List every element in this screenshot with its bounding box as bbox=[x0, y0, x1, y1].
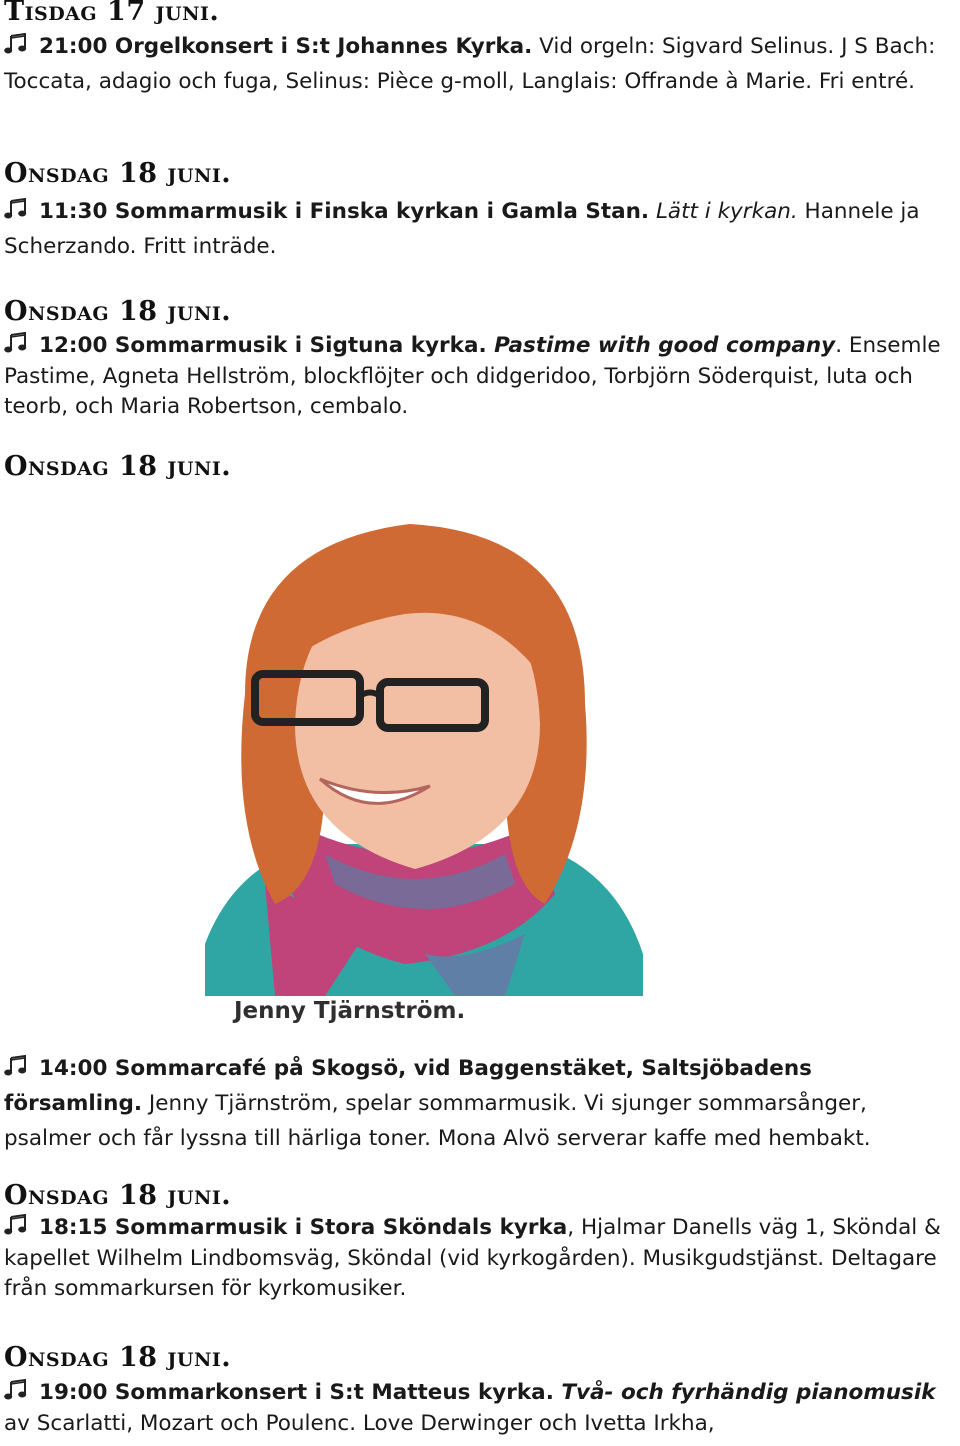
day-heading: Onsdag 18 juni. bbox=[4, 1180, 232, 1211]
day-heading: Tisdag 17 juni. bbox=[4, 0, 220, 27]
event-title: 12:00 Sommarmusik i Sigtuna kyrka. bbox=[39, 333, 487, 358]
event-title: 14:00 Sommarcafé på Skogsö, vid Baggenstäket, Saltsjöbadens församling. bbox=[4, 1056, 812, 1116]
event-description: Hannele ja Scherzando. Fritt inträde. bbox=[4, 199, 920, 259]
day-heading: Onsdag 18 juni. bbox=[4, 451, 232, 482]
event-entry bbox=[4, 1378, 956, 1439]
event-description: Vid orgeln: Sigvard Selinus. J S Bach: Toccata, adagio och fuga, Selinus: Pièce g-moll, Langlais: Offrande à Marie. Fri entré. bbox=[4, 34, 936, 94]
event-description: Jenny Tjärnström, spelar sommarmusik. Vi sjunger sommarsånger, psalmer och får lyssna till härliga toner. Mona Alvö serverar kaffe med hembakt. bbox=[4, 1090, 871, 1151]
day-heading: Onsdag 18 juni. bbox=[4, 158, 232, 189]
event-title: 18:15 Sommarmusik i Stora Sköndals kyrka bbox=[39, 1215, 568, 1240]
day-heading: Onsdag 18 juni. bbox=[4, 296, 232, 327]
event-title: 19:00 Sommarkonsert i S:t Matteus kyrka. bbox=[39, 1380, 554, 1405]
event-title: 21:00 Orgelkonsert i S:t Johannes Kyrka. bbox=[39, 34, 533, 59]
music-note-icon bbox=[4, 1214, 30, 1236]
event-description: . Ensemle Pastime, Agneta Hellström, blockflöjter och didgeridoo, Torbjörn Söderquist, luta och teorb, och Maria Robertson, cembalo. bbox=[4, 333, 941, 420]
event-entry bbox=[4, 195, 956, 265]
event-entry bbox=[4, 331, 956, 423]
event-entry bbox=[4, 1052, 956, 1156]
event-title: 11:30 Sommarmusik i Finska kyrkan i Gamla Stan. bbox=[39, 199, 650, 224]
music-note-icon bbox=[4, 198, 30, 220]
event-description: , Hjalmar Danells väg 1, Sköndal & kapellet Wilhelm Lindbomsväg, Sköndal (vid kyrkogården). Musikgudstjänst. Deltagare från sommarkursen för kyrkomusiker. bbox=[4, 1215, 941, 1302]
event-entry bbox=[4, 1213, 956, 1305]
music-note-icon bbox=[4, 1379, 30, 1401]
day-heading: Onsdag 18 juni. bbox=[4, 1342, 232, 1373]
event-subtitle: Lätt i kyrkan. bbox=[649, 199, 798, 224]
event-subtitle: Två- och fyrhändig pianomusik bbox=[553, 1380, 936, 1405]
music-note-icon bbox=[4, 1055, 30, 1077]
music-note-icon bbox=[4, 332, 30, 354]
event-description: av Scarlatti, Mozart och Poulenc. Love Derwinger och Ivetta Irkha, bbox=[4, 1410, 715, 1436]
music-note-icon bbox=[4, 33, 30, 55]
portrait-photo bbox=[205, 524, 643, 996]
event-entry bbox=[4, 30, 956, 100]
photo-caption: Jenny Tjärnström. bbox=[234, 998, 466, 1024]
event-subtitle: Pastime with good company bbox=[486, 333, 836, 358]
